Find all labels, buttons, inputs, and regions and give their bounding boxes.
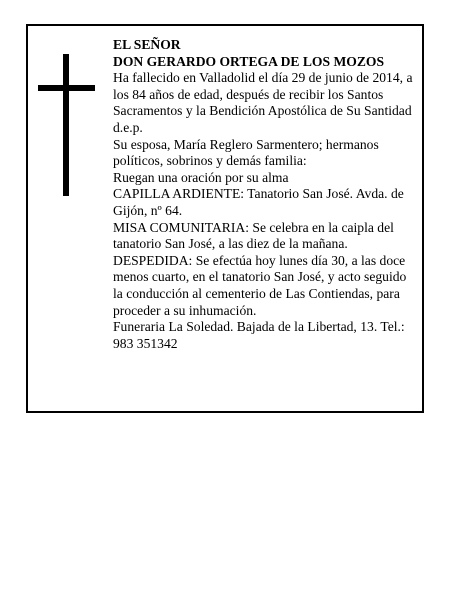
cross-icon: [38, 54, 95, 196]
mass-paragraph: MISA COMUNITARIA: Se celebra en la caipla del tanatorio San José, a las diez de la mañana.: [113, 219, 394, 252]
deceased-name: DON GERARDO ORTEGA DE LOS MOZOS: [113, 53, 385, 69]
cross-horizontal-bar: [38, 85, 95, 91]
death-announcement-paragraph: Ha fallecido en Valladolid el día 29 de junio de 2014, a los 84 años de edad, después de recibir los Santos Sacramentos y la Bendición Apostólica de Su Santidad d.e.p.: [113, 70, 413, 135]
prayer-request-paragraph: Ruegan una oración por su alma: [113, 169, 289, 185]
obituary-text-block: [113, 37, 418, 352]
funeral-home-paragraph: Funeraria La Soledad. Bajada de la Libertad, 13. Tel.: 983 351342: [113, 319, 405, 351]
funeral-chapel-paragraph: CAPILLA ARDIENTE: Tanatorio San José. Avda. de Gijón, nº 64.: [113, 186, 404, 218]
notice-title-line-1: EL SEÑOR: [113, 37, 181, 52]
cross-vertical-bar: [63, 54, 69, 196]
farewell-paragraph: DESPEDIDA: Se efectúa hoy lunes día 30, a las doce menos cuarto, en el tanatorio San José, y acto seguido la conducción al cementerio de Las Contiendas, para proceder a su inhumación.: [113, 252, 407, 318]
family-paragraph: Su esposa, María Reglero Sarmentero; hermanos políticos, sobrinos y demás familia:: [113, 136, 379, 169]
